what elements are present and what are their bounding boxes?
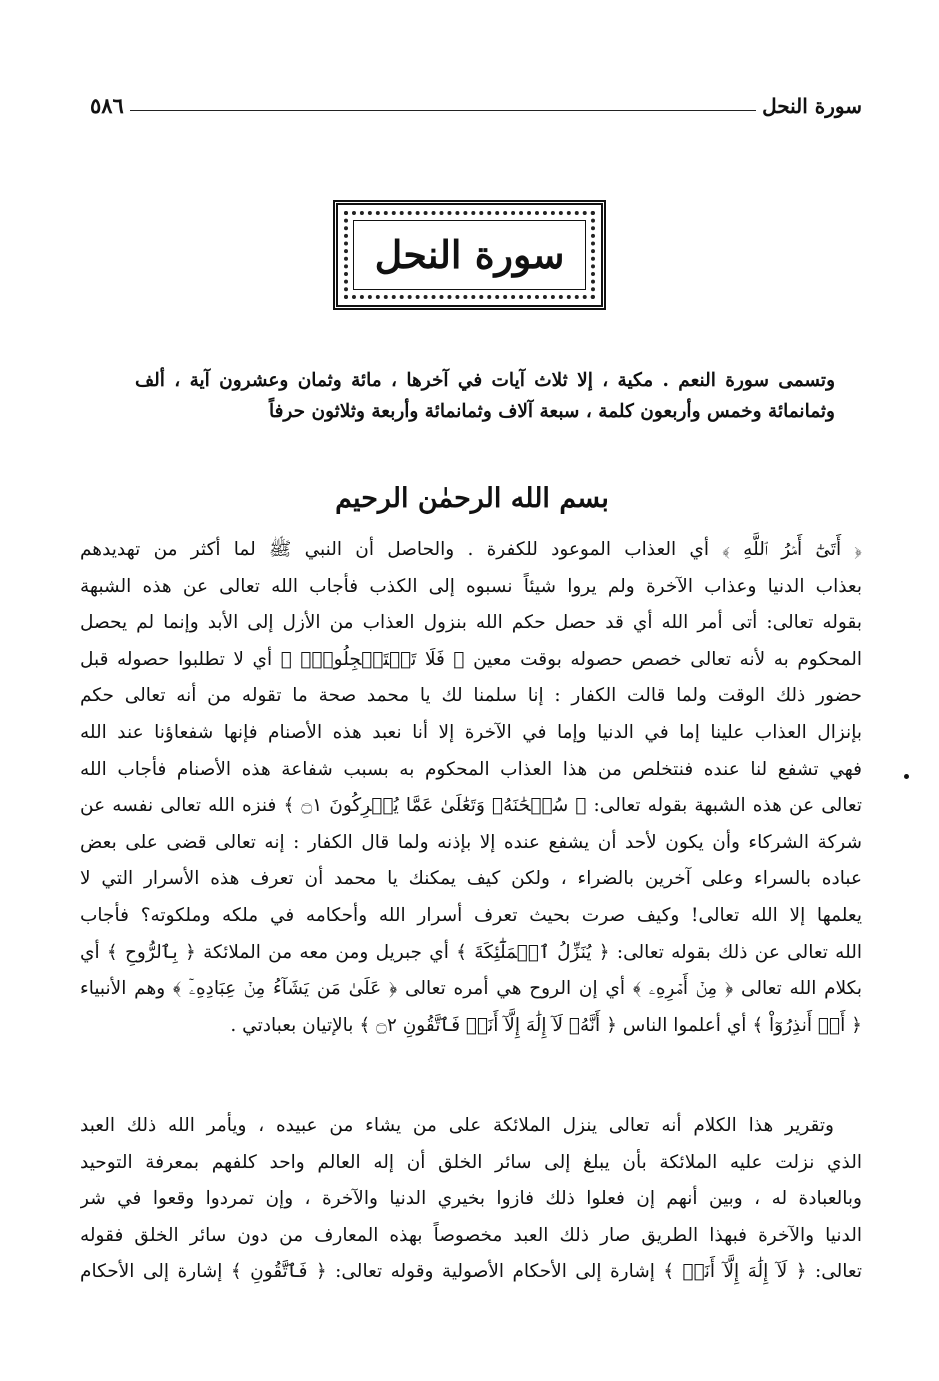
text-line: بعذاب الدنيا وعذاب الآخرة ولم يروا شيئاً نسبوه إلى الكذب فأجاب الله تعالى عن هذه الشبهة bbox=[80, 575, 862, 597]
text-line: فهي تشفع لنا عنده فنتخلص من هذا العذاب المحكوم به بسبب شفاعة هذه الأصنام فأجاب الله bbox=[80, 758, 862, 780]
text-line: وبالعبادة له ، وبين أنهم إن فعلوا ذلك فازوا بخيري الدنيا والآخرة ، وإن تمردوا وقعوا في شر bbox=[80, 1188, 862, 1210]
text-line: حضور ذلك الوقت ولما قالت الكفار : إنا سلمنا لك يا محمد صحة ما تقوله من أنه تعالى حكم bbox=[80, 685, 862, 707]
text-line: الذي نزلت عليه الملائكة بأن يبلغ إلى سائر الخلق أن إله العالم واحد كلفهم بمعرفة التوحيد bbox=[80, 1151, 862, 1173]
intro-line-1: وتسمى سورة النعم . مكية ، إلا ثلاث آيات في آخرها ، مائة وثمان وعشرون آية ، ألف bbox=[135, 370, 835, 391]
header-surah-name: سورة النحل bbox=[762, 94, 862, 118]
running-header bbox=[82, 88, 862, 118]
paragraph-2 bbox=[80, 1108, 862, 1291]
intro-line-2: وثمانمائة وخمس وأربعون كلمة ، سبعة آلاف وثمانمائة وأربعة وثلاثون حرفاً bbox=[268, 401, 835, 422]
title-frame-ornament bbox=[344, 211, 595, 299]
text-line: ﴿ أَتَىٰٓ أَمۡرُ ٱللَّهِ ﴾ أي العذاب الموعود للكفرة . والحاصل أن النبي ﷺ لما أكثر من تهديدهم bbox=[80, 539, 862, 560]
header-rule bbox=[130, 110, 756, 111]
text-line: بقوله تعالى: أتى أمر الله أي قد حصل حكم الله بنزول العذاب من الأزل إلى الأبد وإنما لم يحصل bbox=[80, 612, 862, 634]
text-line: عباده بالسراء وعلى آخرين بالضراء ، ولكن كيف يمكنك يا محمد أن تعرف هذه الأسرار التي لا bbox=[80, 868, 862, 890]
text-line: الدنيا والآخرة فبهذا الطريق صار ذلك العبد مخصوصاً بهذه المعارف من دون سائر الخلق فقوله bbox=[80, 1224, 862, 1246]
text-line: بكلام الله تعالى ﴿ مِنۡ أَمۡرِهِۦ ﴾ أي إن الروح هي أمره تعالى ﴿ عَلَىٰ مَن يَشَآءُ مِنۡ عِبَادِهِۦٓ ﴾ وهم الأنبياء bbox=[80, 978, 862, 1000]
text-line: شركة الشركاء وأن يكون لأحد أن يشفع عنده إلا بإذنه ولما قال الكفار : إنه تعالى قضى على بعض bbox=[80, 831, 862, 853]
title-frame-core bbox=[353, 220, 586, 290]
surah-title: سورة النحل bbox=[374, 232, 565, 277]
page-number: ٥٨٦ bbox=[90, 93, 124, 118]
title-frame bbox=[333, 200, 606, 310]
text-line: بإنزال العذاب علينا إما في الدنيا وإما في الآخرة إلا أنا نعبد هذه الأصنام فإنها شفعاؤنا عند الله bbox=[80, 721, 862, 743]
text-line: الله تعالى عن ذلك بقوله تعالى: ﴿ يُنَزِّلُ ٱلۡمَلَٰٓئِكَةَ ﴾ أي جبريل ومن معه من الملائكة ﴿ بِٱلرُّوحِ ﴾ أي bbox=[80, 941, 862, 963]
basmala: بسم الله الرحمٰن الرحيم bbox=[335, 483, 609, 514]
text-line: تعالى: ﴿ لَآ إِلَٰهَ إِلَّآ أَنَا۠ ﴾ إشارة إلى الأحكام الأصولية وقوله تعالى: ﴿ فَٱتَّقُونِ ﴾ إشارة إلى الأحكام bbox=[80, 1261, 862, 1283]
text-line: يعلمها إلا الله تعالى! وكيف صرت بحيث تعرف أسرار الله وأحكامه في ملكه وملكوته؟ فأجاب bbox=[80, 904, 862, 926]
text-line: ﴿ أَنۡ أَنذِرُوٓاْ ﴾ أي أعلموا الناس ﴿ أَنَّهُۥ لَآ إِلَٰهَ إِلَّآ أَنَا۠ فَٱتَّقُونِ ۝٢ ﴾ بالإتيان بعبادتي . bbox=[230, 1014, 862, 1036]
surah-intro bbox=[135, 365, 835, 427]
text-line: المحكوم به لأنه تعالى خصص حصوله بوقت معين ﴿ فَلَا تَسۡتَعۡجِلُوهُۚ ﴾ أي لا تطلبوا حصوله قبل bbox=[80, 648, 862, 670]
text-line: تعالى عن هذه الشبهة بقوله تعالى: ﴿ سُبۡحَٰنَهُۥ وَتَعَٰلَىٰ عَمَّا يُشۡرِكُونَ ۝١ ﴾ فنزه الله تعالى نفسه عن bbox=[80, 795, 862, 817]
text-line: وتقرير هذا الكلام أنه تعالى ينزل الملائكة على من يشاء من عبيده ، ويأمر الله ذلك العبد bbox=[80, 1115, 834, 1136]
paragraph-1 bbox=[80, 532, 862, 1044]
margin-dot bbox=[904, 774, 909, 779]
